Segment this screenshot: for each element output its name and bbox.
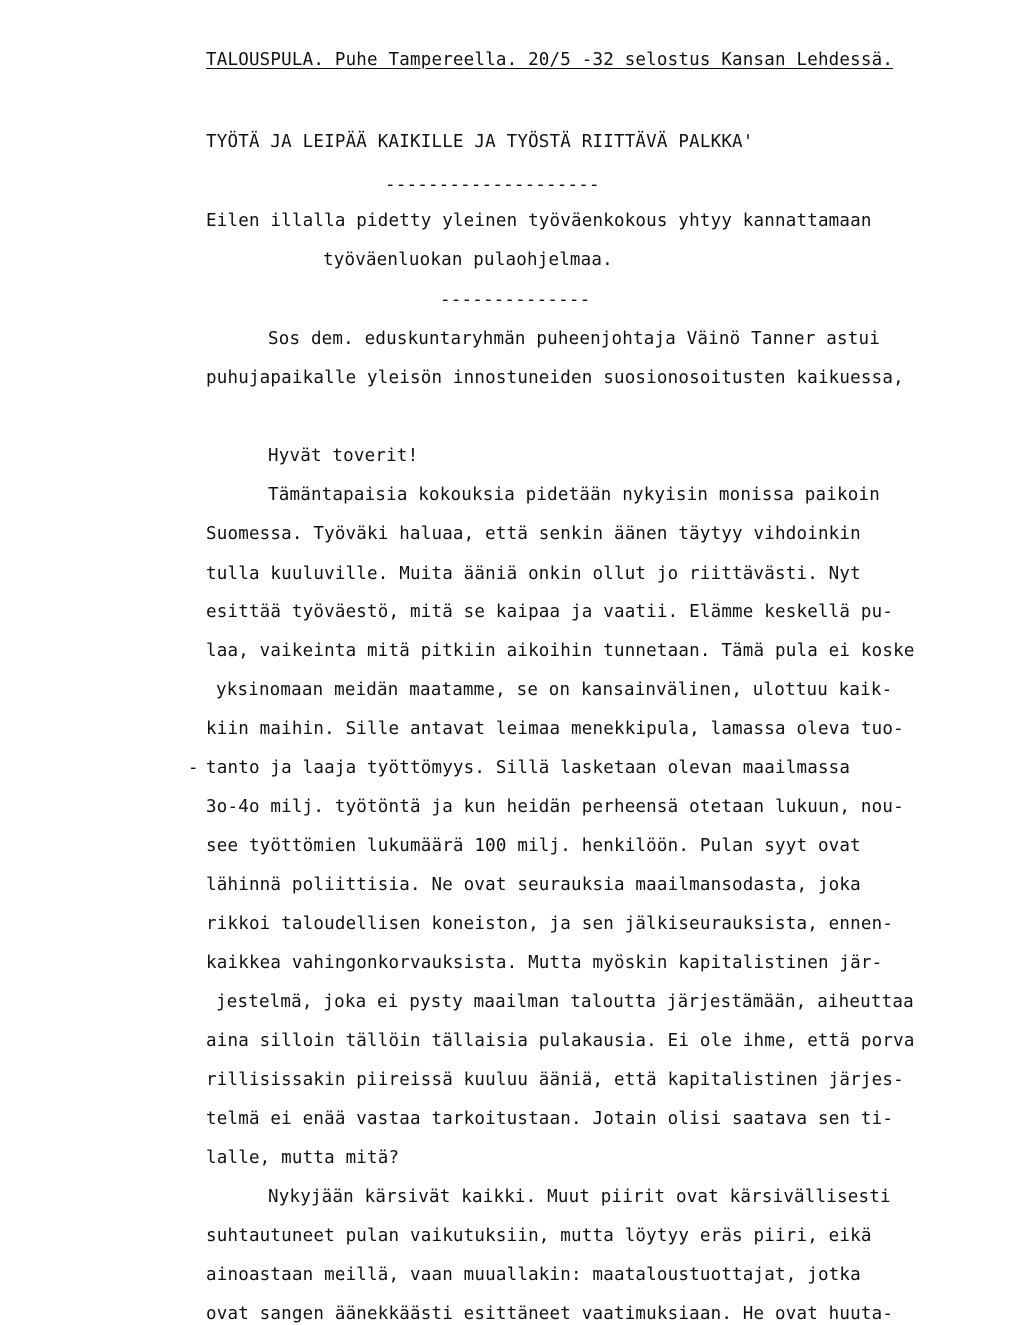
body-line: yksinomaan meidän maatamme, se on kansainvälinen, ulottuu kaik-: [216, 680, 893, 700]
body-line: jestelmä, joka ei pysty maailman taloutta järjestämään, aiheuttaa: [216, 992, 914, 1012]
salutation: Hyvät toverit!: [268, 446, 419, 466]
body-line: ovat sangen äänekkäästi esittäneet vaatimuksiaan. He ovat huuta-: [206, 1304, 894, 1324]
body-line: suhtautuneet pulan vaikutuksiin, mutta löytyy eräs piiri, eikä: [206, 1226, 872, 1246]
body-line: kaikkea vahingonkorvauksista. Mutta myöskin kapitalistinen jär-: [206, 953, 883, 973]
separator-line: --------------------: [385, 175, 600, 195]
body-line: tanto ja laaja työttömyys. Sillä lasketaan olevan maailmassa: [206, 758, 851, 778]
subhead-line: työväenluokan pulaohjelmaa.: [323, 250, 613, 270]
body-line: kiin maihin. Sille antavat leimaa menekkipula, lamassa oleva tuo-: [206, 719, 904, 739]
document-header: TALOUSPULA. Puhe Tampereella. 20/5 -32 selostus Kansan Lehdessä.: [206, 50, 894, 70]
separator-line: --------------: [440, 290, 591, 310]
body-line: telmä ei enää vastaa tarkoitustaan. Jotain olisi saatava sen ti-: [206, 1109, 894, 1129]
body-line: see työttömien lukumäärä 100 milj. henkilöön. Pulan syyt ovat: [206, 836, 861, 856]
body-line: rillisissakin piireissä kuuluu ääniä, että kapitalistinen järjes-: [206, 1070, 904, 1090]
body-line: aina silloin tällöin tällaisia pulakausia. Ei ole ihme, että porva: [206, 1031, 915, 1051]
body-line: Suomessa. Työväki haluaa, että senkin äänen täytyy vihdoinkin: [206, 524, 861, 544]
subhead-line: Eilen illalla pidetty yleinen työväenkokous yhtyy kannattamaan: [206, 211, 872, 231]
body-line: lähinnä poliittisia. Ne ovat seurauksia maailmansodasta, joka: [206, 875, 861, 895]
body-line: esittää työväestö, mitä se kaipaa ja vaatii. Elämme keskellä pu-: [206, 602, 894, 622]
body-line: tulla kuuluville. Muita ääniä onkin ollut jo riittävästi. Nyt: [206, 564, 861, 584]
body-line: rikkoi taloudellisen koneiston, ja sen jälkiseurauksista, ennen-: [206, 914, 894, 934]
body-line: 3o-4o milj. työtöntä ja kun heidän perheensä otetaan lukuun, nou-: [206, 797, 904, 817]
intro-line: Sos dem. eduskuntaryhmän puheenjohtaja Väinö Tanner astui: [268, 329, 880, 349]
intro-line: puhujapaikalle yleisön innostuneiden suosionosoitusten kaikuessa,: [206, 368, 904, 388]
margin-mark: -: [188, 758, 199, 778]
body-line: laa, vaikeinta mitä pitkiin aikoihin tunnetaan. Tämä pula ei koske: [206, 641, 915, 661]
body-line: ainoastaan meillä, vaan muuallakin: maataloustuottajat, jotka: [206, 1265, 861, 1285]
body-line: Nykyjään kärsivät kaikki. Muut piirit ovat kärsivällisesti: [268, 1187, 891, 1207]
body-line: Tämäntapaisia kokouksia pidetään nykyisin monissa paikoin: [268, 485, 880, 505]
headline: TYÖTÄ JA LEIPÄÄ KAIKILLE JA TYÖSTÄ RIITTÄVÄ PALKKA': [206, 132, 754, 152]
body-line: lalle, mutta mitä?: [206, 1148, 400, 1168]
